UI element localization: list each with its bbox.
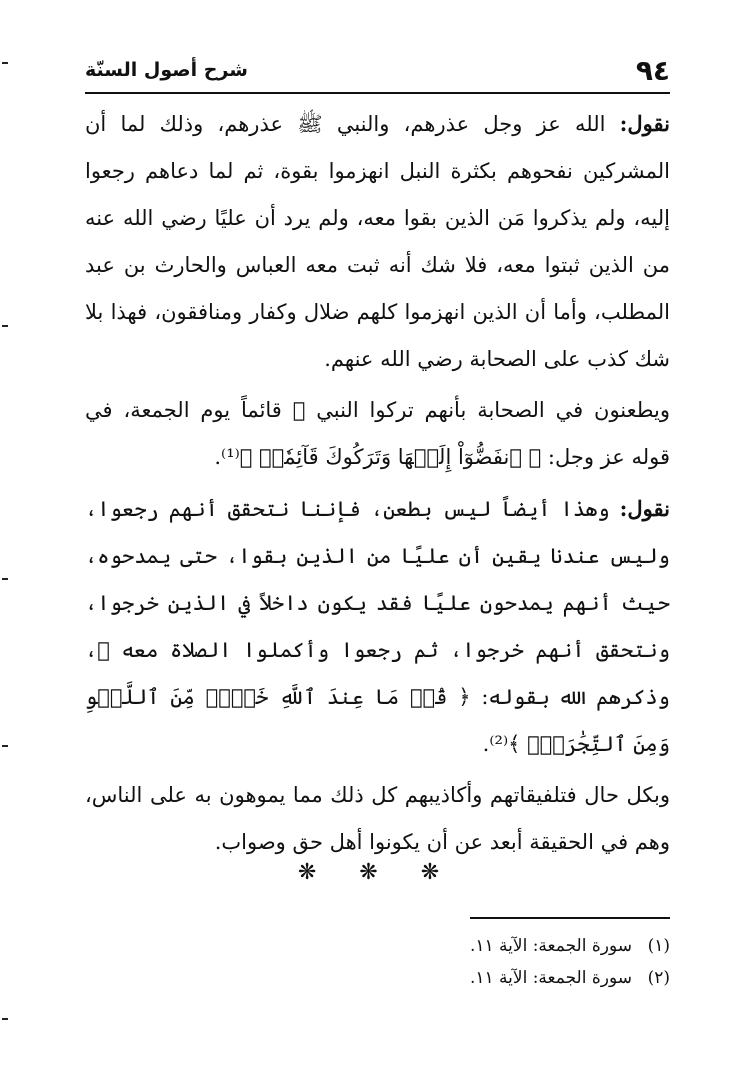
paragraph-1: [85, 100, 670, 383]
page-number: ٩٤: [635, 53, 670, 87]
paragraph-1-term: نقول:: [619, 111, 670, 136]
page-header: [85, 48, 670, 94]
scan-edge-mark: [2, 62, 8, 64]
scan-edge-mark: [2, 745, 8, 747]
section-separator: ❋ ❋ ❋: [297, 860, 458, 885]
paragraph-4: [85, 772, 670, 866]
footnote-1-text: سورة الجمعة: الآية ١١.: [469, 936, 632, 956]
body-text: [85, 100, 670, 866]
footnote-1: [85, 930, 670, 962]
paragraph-3: [85, 485, 670, 768]
footnote-2-number: (٢): [647, 968, 670, 988]
paragraph-3-text: وهذا أيضاً ليس بطعن، فإننا نتحقق أنهم رجعوا، وليس عندنا يقين أن عليًا من الذين بقوا، حتى يمدحوه، حيث أنهم يمدحون عليًا فقد يكون داخلاً في الذين خرجوا، ونتحقق أنهم خرجوا، ثم رجعوا وأكملوا الصلاة معه ﷺ، وذكرهم الله بقوله: ﴿ قُلۡ مَا عِندَ ٱللَّهِ خَيۡرٞ مِّنَ ٱللَّهۡوِ وَمِنَ ٱلتِّجَٰرَةِۚ ﴾⁽²⁾.: [85, 497, 670, 756]
scan-edge-mark: [2, 325, 8, 327]
scan-edge-mark: [2, 578, 8, 580]
paragraph-2: [85, 387, 670, 481]
footnotes: [85, 930, 670, 994]
scan-edge-mark: [2, 1018, 8, 1020]
paragraph-2-text: ويطعنون في الصحابة بأنهم تركوا النبي ﷺ قائماً يوم الجمعة، في قوله عز وجل: ﴿ ٱنفَضُّوٓاْ إِلَيۡهَا وَتَرَكُوكَ قَآئِمٗاۚ ﴾⁽¹⁾.: [85, 398, 670, 469]
footnote-2: [85, 962, 670, 994]
footnote-rule: [470, 917, 670, 919]
footnote-2-text: سورة الجمعة: الآية ١١.: [469, 968, 632, 988]
paragraph-4-text: وبكل حال فتلفيقاتهم وأكاذيبهم كل ذلك مما يموهون به على الناس، وهم في الحقيقة أبعد عن أن يكونوا أهل حق وصواب.: [85, 783, 670, 854]
running-title: شرح أصول السنّة: [85, 59, 248, 81]
footnote-1-number: (١): [647, 936, 670, 956]
paragraph-3-term: نقول:: [619, 496, 670, 521]
paragraph-1-text: الله عز وجل عذرهم، والنبي ﷺ عذرهم، وذلك لما أن المشركين نفحوهم بكثرة النبل انهزموا بقوة، ثم لما دعاهم رجعوا إليه، ولم يذكروا مَن الذين بقوا معه، ولم يرد أن عليًا رضي الله عنه من الذين ثبتوا معه، فلا شك أنه ثبت معه العباس والحارث بن عبد المطلب، وأما أن الذين انهزموا كلهم ضلال وكفار ومنافقون، فهذا بلا شك كذب على الصحابة رضي الله عنهم.: [85, 112, 670, 371]
